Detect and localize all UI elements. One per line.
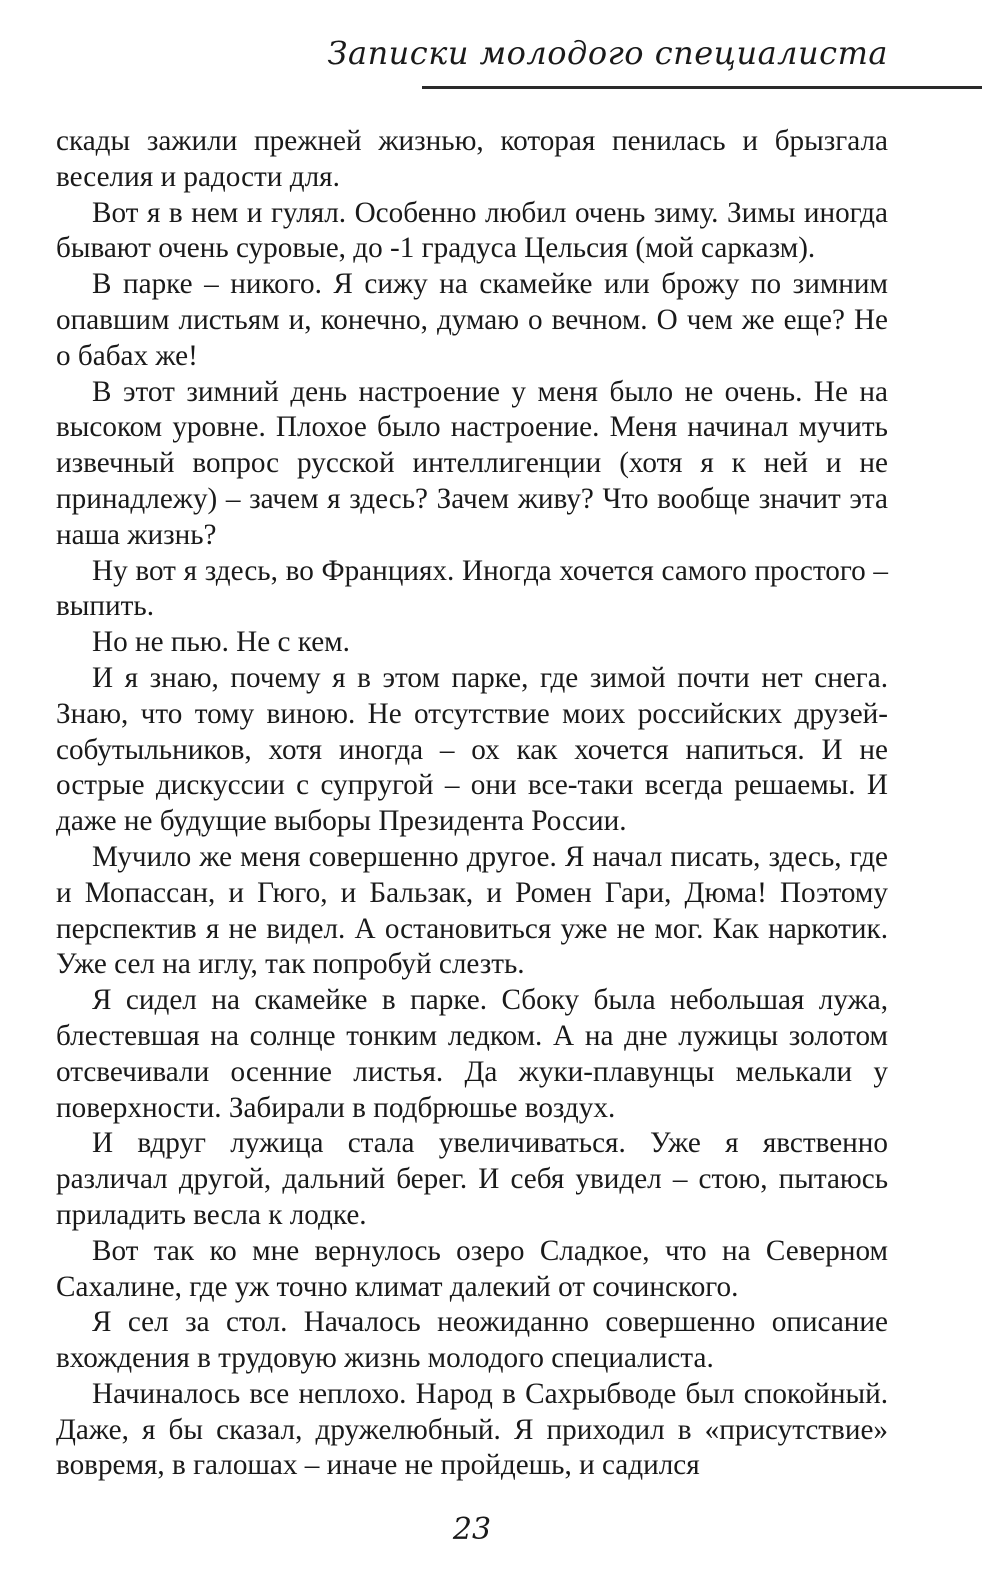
- header-rule: [422, 86, 982, 89]
- paragraph: Но не пью. Не с кем.: [92, 626, 350, 659]
- paragraph: И вдруг лужица стала увеличиваться. Уже я явственно различал другой, дальний берег. И себя увидел – стою, пытаюсь приладить весла к лодке.: [56, 1127, 888, 1231]
- paragraph: В парке – никого. Я сижу на скамейке или брожу по зимним опавшим листьям и, конечно, думаю о вечном. О чем же еще? Не о бабах же!: [56, 268, 888, 372]
- paragraph: Ну вот я здесь, во Франциях. Иногда хочется самого простого – выпить.: [56, 554, 888, 623]
- paragraph: Вот я в нем и гулял. Особенно любил очень зиму. Зимы иногда бывают очень суровые, до -1 градуса Цельсия (мой сарказм).: [56, 196, 888, 265]
- page-number: 23: [452, 1512, 492, 1547]
- paragraph: Я сел за стол. Началось неожиданно совершенно описание вхождения в трудовую жизнь молодого специалиста.: [56, 1306, 888, 1375]
- page-body: [56, 124, 888, 1484]
- running-head-title: Записки молодого специалиста: [327, 34, 888, 72]
- paragraph: Начиналось все неплохо. Народ в Сахрыбводе был спокойный. Даже, я бы сказал, дружелюбный. Я приходил в «присутствие» вовремя, в галошах – иначе не пройдешь, и садился: [56, 1377, 888, 1482]
- paragraph: В этот зимний день настроение у меня было не очень. Не на высоком уровне. Плохое было настроение. Меня начинал мучить извечный вопрос русской интеллигенции (хотя я к ней и не принадлежу) – зачем я здесь? Зачем живу? Что вообще значит эта наша жизнь?: [56, 375, 888, 551]
- paragraph: скады зажили прежней жизнью, которая пенилась и брызгала веселия и радости для.: [56, 125, 888, 193]
- paragraph: Мучило же меня совершенно другое. Я начал писать, здесь, где и Мопассан, и Гюго, и Бальзак, и Ромен Гари, Дюма! Поэтому перспектив я не видел. А остановиться уже не мог. Как наркотик. Уже сел на иглу, так попробуй слезть.: [56, 840, 888, 981]
- paragraph: Я сидел на скамейке в парке. Сбоку была небольшая лужа, блестевшая на солнце тонким ледком. А на дне лужицы золотом отсвечивали осенние листья. Да жуки-плавунцы мелькали у поверхности. Забирали в подбрюшье воздух.: [56, 984, 888, 1124]
- paragraph: И я знаю, почему я в этом парке, где зимой почти нет снега. Знаю, что тому виною. Не отсутствие моих российских друзей-собутыльников, хотя иногда – ох как хочется напиться. И не острые дискуссии с супругой – они все-таки всегда решаемы. И даже не будущие выборы Президента России.: [56, 661, 888, 838]
- paragraph: Вот так ко мне вернулось озеро Сладкое, что на Северном Сахалине, где уж точно климат далекий от сочинского.: [56, 1234, 888, 1303]
